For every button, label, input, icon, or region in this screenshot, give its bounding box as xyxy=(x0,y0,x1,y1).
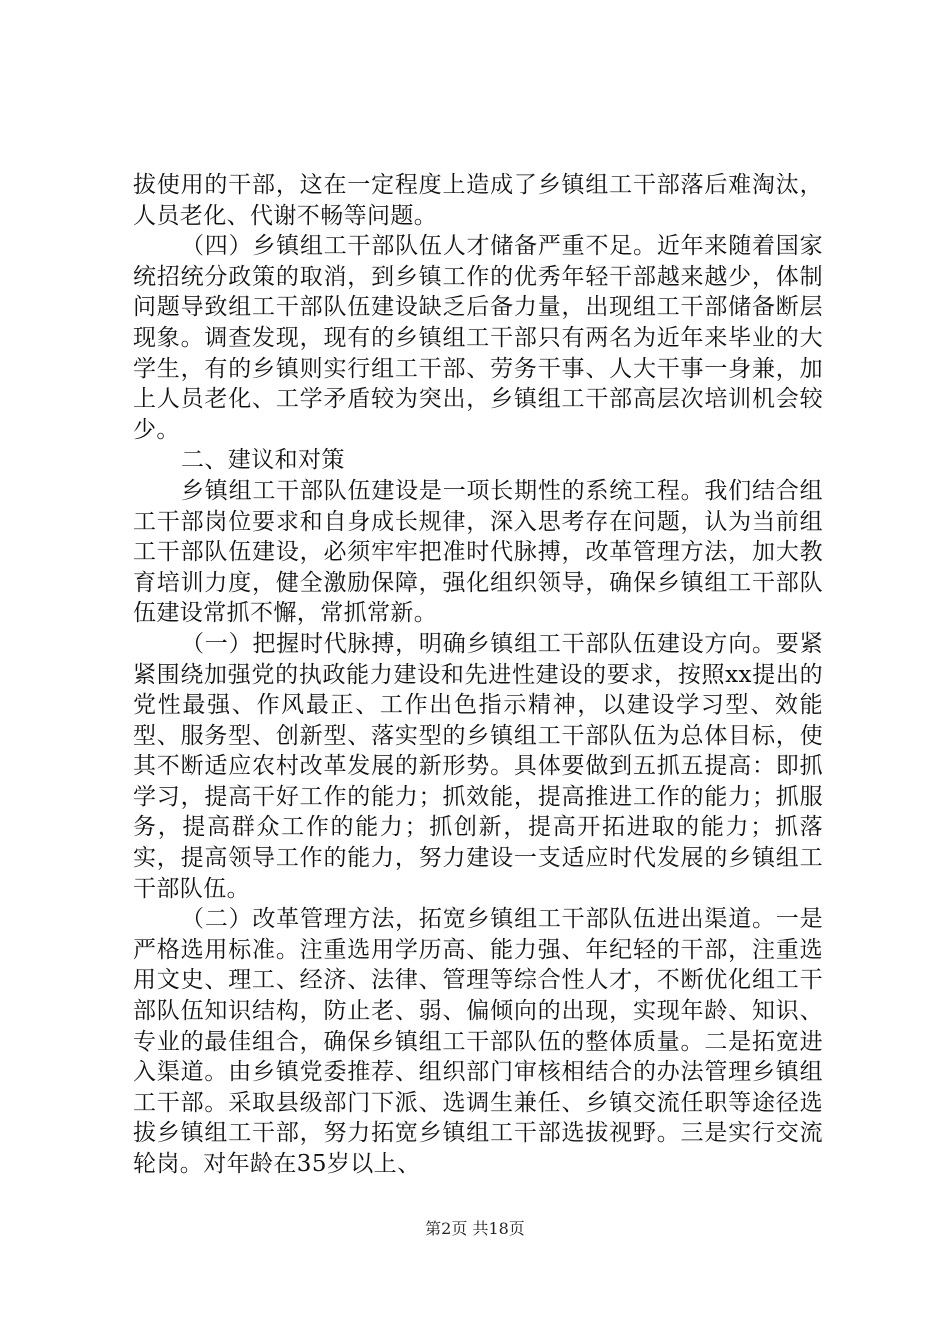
paragraph-continuation: 拔使用的干部，这在一定程度上造成了乡镇组工干部落后难淘汰，人员老化、代谢不畅等问题。 xyxy=(133,172,823,229)
document-body xyxy=(133,170,823,1180)
paragraph-item-one: （一）把握时代脉搏，明确乡镇组工干部队伍建设方向。要紧紧围绕加强党的执政能力建设和先进性建设的要求，按照xx提出的党性最强、作风最正、工作出色指示精神，以建设学习型、效能型、服务型、创新型、落实型的乡镇组工干部队伍为总体目标，使其不断适应农村改革发展的新形势。具体要做到五抓五提高：即抓学习，提高干好工作的能力；抓效能，提高推进工作的能力；抓服务，提高群众工作的能力；抓创新，提高开拓进取的能力；抓落实，提高领导工作的能力，努力建设一支适应时代发展的乡镇组工干部队伍。 xyxy=(133,630,823,902)
paragraph-intro: 乡镇组工干部队伍建设是一项长期性的系统工程。我们结合组工干部岗位要求和自身成长规律，深入思考存在问题，认为当前组工干部队伍建设，必须牢牢把准时代脉搏，改革管理方法，加大教育培训力度，健全激励保障，强化组织领导，确保乡镇组工干部队伍建设常抓不懈，常抓常新。 xyxy=(133,477,823,627)
paragraph-item-two: （二）改革管理方法，拓宽乡镇组工干部队伍进出渠道。一是严格选用标准。注重选用学历高、能力强、年纪轻的干部，注重选用文史、理工、经济、法律、管理等综合性人才，不断优化组工干部队伍知识结构，防止老、弱、偏倾向的出现，实现年龄、知识、专业的最佳组合，确保乡镇组工干部队伍的整体质量。二是拓宽进入渠道。由乡镇党委推荐、组织部门审核相结合的办法管理乡镇组工干部。采取县级部门下派、选调生兼任、乡镇交流任职等途径选拔乡镇组工干部，努力拓宽乡镇组工干部选拔视野。三是实行交流轮岗。对年龄在35岁以上、 xyxy=(133,906,823,1177)
paragraph-section-four: （四）乡镇组工干部队伍人才储备严重不足。近年来随着国家统招统分政策的取消，到乡镇工作的优秀年轻干部越来越少，体制问题导致组工干部队伍建设缺乏后备力量，出现组工干部储备断层现象。调查发现，现有的乡镇组工干部只有两名为近年来毕业的大学生，有的乡镇则实行组工干部、劳务干事、人大干事一身兼，加上人员老化、工学矛盾较为突出，乡镇组工干部高层次培训机会较少。 xyxy=(133,233,823,443)
section-heading: 二、建议和对策 xyxy=(181,447,345,474)
page-footer: 第2页 共18页 xyxy=(425,1219,525,1238)
